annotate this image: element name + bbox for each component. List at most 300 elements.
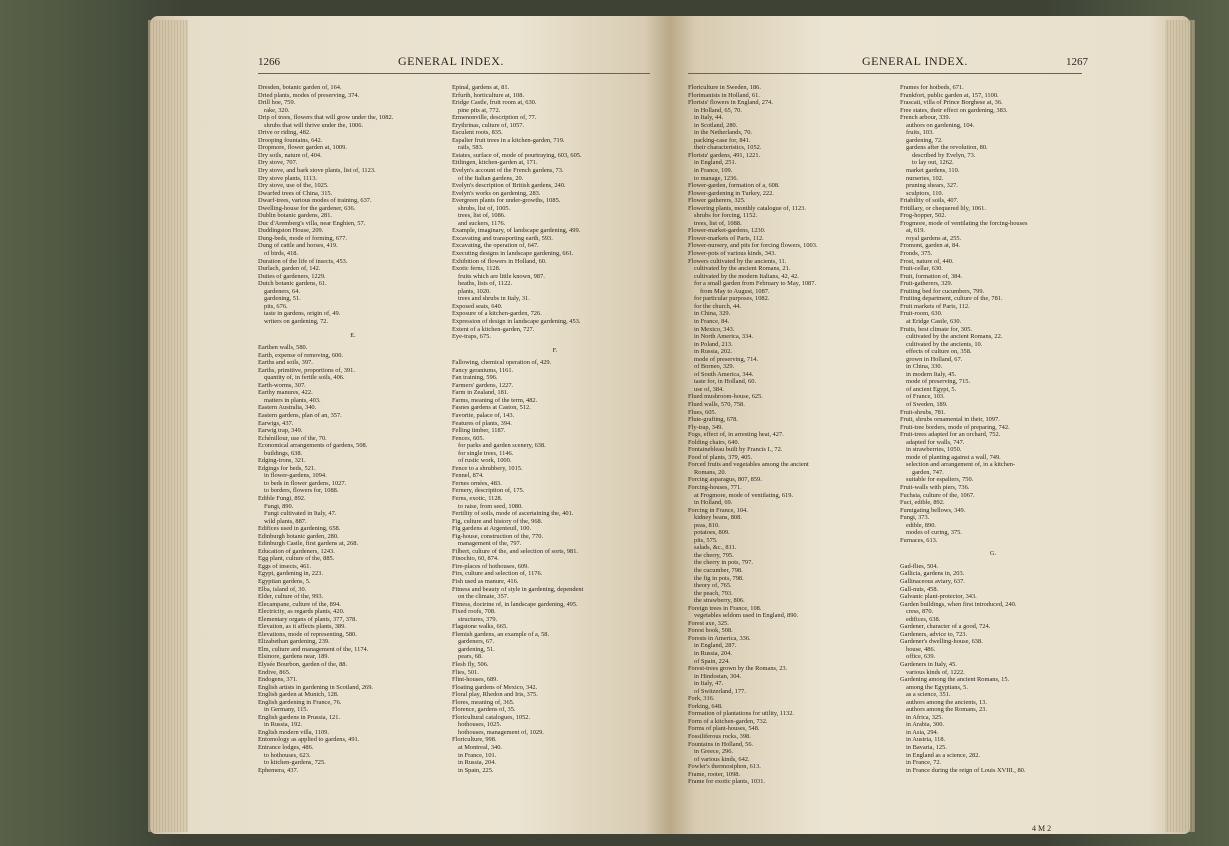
index-entry: Forests in America, 336.: [688, 634, 751, 642]
index-entry: Frankfort, public garden at, 157, 1100.: [900, 91, 999, 99]
index-entry: buildings, 638.: [264, 449, 303, 457]
right-index-column-1: [688, 84, 894, 786]
index-entry: Fountains in Holland, 56.: [688, 740, 754, 748]
index-entry: described by Evelyn, 73.: [912, 151, 976, 159]
index-entry: Erfurth, horticulture at, 108.: [452, 91, 525, 99]
index-entry: in Russia, 202.: [694, 348, 732, 356]
index-entry: packing-case for, 841.: [694, 136, 751, 144]
index-entry: Frost, nature of, 440.: [900, 257, 954, 265]
index-entry: Eastern Australia, 340.: [258, 404, 317, 412]
index-entry: Fontainebleau built by Francis I., 72.: [688, 446, 783, 454]
index-entry: Flower-pots of various kinds, 343.: [688, 250, 776, 258]
index-entry: shrubs, list of, 1005.: [458, 204, 511, 212]
index-entry: Esculent roots, 835.: [452, 129, 503, 137]
index-entry: Dwelling-house for the gardener, 636.: [258, 204, 356, 212]
index-entry: Earthy manures, 422.: [258, 389, 313, 397]
index-entry: English artists in gardening in Scotland, 269.: [258, 683, 374, 691]
index-entry: Dried plants, modes of preserving, 374.: [258, 91, 360, 99]
index-entry: Dry soils, nature of, 404.: [258, 151, 322, 159]
index-entry: of rustic work, 1000.: [458, 457, 512, 465]
section-letter: F.: [552, 346, 558, 354]
index-entry: selection and arrangement of, in a kitchen-: [906, 461, 1016, 469]
index-entry: effects of culture on, 358.: [906, 348, 972, 356]
index-entry: Frascati, villa of Prince Borghese at, 36.: [900, 99, 1003, 107]
index-entry: royal gardens at, 255.: [906, 234, 962, 242]
index-entry: in Italy, 47.: [694, 680, 724, 688]
index-entry: Forest axe, 325.: [688, 619, 729, 627]
index-entry: fruits, 103.: [906, 129, 934, 137]
index-entry: Galvanic plant-protector, 343.: [900, 593, 977, 601]
index-entry: Fly-trap, 349.: [688, 423, 723, 431]
index-entry: Egg plant, culture of the, 885.: [258, 555, 335, 563]
index-entry: Form of a kitchen-garden, 732.: [688, 717, 768, 725]
index-entry: Edible Fungi, 892.: [258, 494, 306, 502]
index-entry: Floriculture in Sweden, 186.: [688, 84, 761, 91]
left-index-column-1: [258, 84, 448, 774]
index-entry: English garden at Munich, 128.: [258, 691, 339, 699]
index-entry: salads, &c., 811.: [694, 544, 737, 552]
index-entry: Floating gardens of Mexico, 342.: [452, 683, 538, 691]
index-entry: pruning shears, 327.: [906, 182, 958, 190]
index-entry: trees and shrubs in Italy, 31.: [458, 295, 530, 303]
index-entry: Earth, expense of removing, 600.: [258, 351, 344, 359]
index-entry: Evergreen plants for under-growths, 1085.: [452, 197, 561, 205]
index-entry: kidney beans, 808.: [694, 514, 742, 522]
index-entry: Free states, their effect on gardening, 383.: [900, 106, 1008, 114]
index-entry: Flies, 501.: [452, 668, 479, 676]
index-entry: in Russia, 192.: [264, 721, 302, 729]
index-entry: gardening, 51.: [458, 645, 495, 653]
index-entry: Elm, culture and management of the, 1174.: [258, 645, 369, 653]
index-entry: Fan training, 596.: [452, 374, 498, 382]
index-entry: Flower-nursery, and pits for forcing flowers, 1003.: [688, 242, 818, 250]
index-entry: the cherry in pots, 797.: [694, 559, 753, 567]
index-entry: Fogs, effect of, in arresting heat, 427.: [688, 431, 784, 439]
index-entry: Formation of plantations for utility, 1132.: [688, 710, 795, 718]
index-entry: Dublin botanic gardens, 281.: [258, 212, 333, 220]
index-entry: Fitness, doctrine of, in landscape gardening, 495.: [452, 600, 578, 608]
index-entry: Dry stove, use of the, 1025.: [258, 182, 329, 190]
index-entry: in China, 329.: [694, 310, 731, 318]
right-page-number: 1267: [1066, 56, 1088, 68]
index-entry: Flowering plants, monthly catalogue of, 1123.: [688, 204, 806, 212]
index-entry: structures, 379.: [458, 615, 498, 623]
index-entry: Farms, meaning of the term, 482.: [452, 396, 538, 404]
index-entry: in Holland, 69.: [694, 499, 733, 507]
index-entry: Fertility of soils, mode of ascertaining the, 401.: [452, 510, 574, 518]
index-entry: Dropmore, flower garden at, 1009.: [258, 144, 347, 152]
index-entry: vegetables seldom used in England, 890.: [694, 612, 799, 620]
index-entry: Eggs of insects, 461.: [258, 562, 312, 570]
index-entry: of birds, 418.: [264, 250, 299, 258]
index-entry: to raise, from seed, 1080.: [458, 502, 523, 510]
index-entry: to kitchen-gardens, 725.: [264, 759, 326, 767]
index-entry: in Germany, 115.: [264, 706, 309, 714]
index-entry: Entrance lodges, 486.: [258, 744, 314, 752]
index-entry: garden, 747.: [912, 468, 944, 476]
index-entry: in Greece, 296.: [694, 748, 734, 756]
index-entry: in strawberries, 1050.: [906, 446, 962, 454]
section-letter: G.: [989, 550, 997, 558]
section-letter: E.: [350, 331, 356, 339]
index-entry: English modern villa, 1109.: [258, 728, 329, 736]
index-entry: Earthen walls, 580.: [258, 344, 308, 352]
index-entry: Finochio, 60, 874.: [452, 555, 499, 563]
index-entry: market gardens, 110.: [906, 167, 960, 175]
index-entry: to manage, 1236.: [694, 174, 739, 182]
index-entry: Flores, meaning of, 365.: [452, 698, 515, 706]
index-entry: for particular purposes, 1082.: [694, 295, 770, 303]
left-page-edges: [148, 20, 188, 832]
index-entry: in France during the reign of Louis XVIII., 80.: [906, 766, 1026, 774]
index-entry: Fruit-shrubs, 781.: [900, 408, 946, 416]
index-entry: Florence, gardens of, 35.: [452, 706, 516, 714]
index-entry: in England as a science, 282.: [906, 751, 981, 759]
index-entry: Exposed seats, 640.: [452, 302, 503, 310]
index-entry: Flower gatherers, 325.: [688, 197, 746, 205]
index-entry: Features of plants, 394.: [452, 419, 512, 427]
index-entry: Fruiting bed for cucumbers, 799.: [900, 287, 985, 295]
index-entry: Frog-hopper, 502.: [900, 212, 947, 220]
index-entry: rake, 320.: [264, 106, 290, 114]
index-entry: gardeners, 64.: [264, 287, 301, 295]
index-entry: Erythrinas, culture of, 1057.: [452, 121, 525, 129]
index-entry: Duc d'Aremberg's villa, near Enghien, 57.: [258, 219, 366, 227]
index-entry: Ferns, exotic, 1128.: [452, 494, 503, 502]
index-entry: Frame, rooter, 1098.: [688, 770, 741, 778]
index-entry: Dry stove plants, 1113.: [258, 174, 317, 182]
index-entry: Firs, culture and selection of, 1176.: [452, 570, 543, 578]
index-entry: in France, 72.: [906, 759, 942, 767]
index-entry: Fruit-cellar, 630.: [900, 265, 943, 273]
index-entry: at Frogmore, mode of ventilating, 619.: [694, 491, 794, 499]
index-entry: of the Italian gardens, 20.: [458, 174, 524, 182]
index-entry: mode of preserving, 714.: [694, 355, 759, 363]
index-entry: Edifices used in gardening, 658.: [258, 525, 341, 533]
index-entry: English gardens in Prussia, 121.: [258, 713, 341, 721]
index-entry: taste for, in Holland, 60.: [694, 378, 757, 386]
spacer: [900, 544, 1086, 546]
index-entry: Duties of gardeners, 1229.: [258, 272, 326, 280]
index-entry: Estates, surface of, mode of pourtraying, 603, 605.: [452, 151, 582, 159]
index-entry: Dry stove, and bark stove plants, list of, 1123.: [258, 167, 376, 175]
index-entry: Fallowing, chemical operation of, 429.: [452, 359, 552, 367]
index-entry: their characteristics, 1052.: [694, 144, 762, 152]
index-entry: Fruit, formation of, 384.: [900, 272, 963, 280]
index-entry: Exposure of a kitchen-garden, 726.: [452, 310, 542, 318]
index-entry: Flagstone walks, 665.: [452, 623, 508, 631]
index-entry: Garden buildings, when first introduced, 240.: [900, 600, 1017, 608]
index-entry: Frame for exotic plants, 1031.: [688, 778, 766, 786]
index-entry: Drip of trees, flowers that will grow under the, 1082.: [258, 114, 394, 122]
index-entry: Executing designs in landscape gardening, 661.: [452, 250, 574, 258]
index-entry: Edinburgh botanic garden, 280.: [258, 532, 339, 540]
index-entry: in Asia, 294.: [906, 728, 939, 736]
index-entry: Dung-beds, mode of forming, 677.: [258, 234, 347, 242]
index-entry: Gardener's dwelling-house, 638.: [900, 638, 983, 646]
index-entry: Fruiting department, culture of the, 781.: [900, 295, 1003, 303]
index-entry: shrubs for forcing, 1152.: [694, 212, 758, 220]
index-entry: peas, 810.: [694, 521, 720, 529]
index-entry: trees, list of, 1088.: [694, 219, 742, 227]
index-entry: mode of preserving, 715.: [906, 378, 971, 386]
index-entry: Fig, culture and history of the, 968.: [452, 517, 543, 525]
index-entry: grown in Holland, 67.: [906, 355, 963, 363]
index-entry: Fernery, description of, 175.: [452, 487, 525, 495]
index-entry: sculptors, 110.: [906, 189, 944, 197]
index-entry: Floral play, Rhedon and Iris, 375.: [452, 691, 538, 699]
index-entry: trees, list of, 1086.: [458, 212, 506, 220]
index-entry: Forcing asparagus, 807, 859.: [688, 476, 762, 484]
index-entry: Fixed roofs, 708.: [452, 608, 496, 616]
signature-mark: 4 M 2: [1032, 824, 1052, 833]
index-entry: Elysée Bourbon, garden of the, 88.: [258, 661, 348, 669]
index-entry: Fruit-gatherers, 329.: [900, 280, 953, 288]
index-entry: Extent of a kitchen-garden, 727.: [452, 325, 535, 333]
index-entry: Drooping fountains, 642.: [258, 136, 323, 144]
index-entry: Forms of plant-houses, 548.: [688, 725, 760, 733]
index-entry: Ettlingen, kitchen-garden at, 171.: [452, 159, 538, 167]
index-entry: in Spain, 225.: [458, 766, 494, 774]
index-entry: gardening, 51.: [264, 295, 301, 303]
index-entry: Duration of the life of insects, 453.: [258, 257, 348, 265]
index-entry: Florists' flowers in England, 274.: [688, 99, 773, 107]
index-entry: Eastern gardens, plan of an, 357.: [258, 411, 342, 419]
index-entry: Furnaces, 613.: [900, 536, 938, 544]
index-entry: in modern Italy, 45.: [906, 370, 957, 378]
left-page-header: GENERAL INDEX.: [398, 54, 504, 68]
index-entry: Dry stove, 707.: [258, 159, 298, 167]
index-entry: Fences, 605.: [452, 434, 485, 442]
index-entry: in Italy, 44.: [694, 114, 724, 122]
index-entry: Gallinaceous aviary, 637.: [900, 578, 965, 585]
index-entry: of Borneo, 329.: [694, 363, 735, 371]
index-entry: Florimanists in Holland, 61.: [688, 91, 760, 99]
index-entry: Elsinore, gardens near, 189.: [258, 653, 330, 661]
index-entry: Fig-house, construction of the, 770.: [452, 532, 544, 540]
index-entry: Folding chairs, 640.: [688, 438, 740, 446]
index-entry: Forking, 648.: [688, 702, 723, 710]
index-entry: in Russia, 204.: [458, 759, 496, 767]
index-entry: edifices, 638.: [906, 615, 941, 623]
index-entry: Elevation, as it affects plants, 389.: [258, 623, 346, 631]
index-entry: Flesh fly, 506.: [452, 661, 489, 669]
index-entry: Epinal, gardens at, 81.: [452, 84, 510, 91]
index-entry: Gardener, character of a good, 724.: [900, 623, 991, 631]
index-entry: Forcing-houses, 771.: [688, 483, 742, 491]
index-entry: English gardening in France, 76.: [258, 698, 342, 706]
index-entry: suitable for espaliers, 750.: [906, 476, 974, 484]
index-entry: authors among the ancients, 13.: [906, 698, 987, 706]
index-entry: taste in gardens, origin of, 49.: [264, 310, 341, 318]
index-entry: authors among the Romans, 23.: [906, 706, 987, 714]
index-entry: Fumigating bellows, 349.: [900, 506, 966, 514]
index-entry: heaths, lists of, 1122.: [458, 280, 513, 288]
index-entry: Gad-flies, 504.: [900, 562, 939, 570]
index-entry: in France, 101.: [458, 751, 497, 759]
index-entry: Elevations, mode of representing, 580.: [258, 630, 357, 638]
index-entry: Fuci, edible, 892.: [900, 499, 945, 507]
index-entry: the cucumber, 798.: [694, 567, 743, 574]
index-entry: in Austria, 118.: [906, 736, 946, 744]
index-entry: for parks and garden scenery, 638.: [458, 442, 546, 450]
index-entry: to lay out, 1262.: [912, 159, 954, 167]
index-entry: Farm in Zealand, 181.: [452, 389, 509, 397]
index-entry: pits, 676.: [264, 302, 288, 310]
index-entry: gardeners, 67.: [458, 638, 495, 646]
index-entry: among the Egyptians, 5.: [906, 683, 968, 691]
index-entry: Fruits, best climate for, 305.: [900, 325, 972, 333]
index-entry: hothouses, 1025.: [458, 721, 502, 729]
index-entry: adapted for walls, 747.: [906, 438, 965, 446]
index-entry: Earwig trap, 349.: [258, 427, 303, 435]
index-entry: Filbert, culture of the, and selection of sorts, 981.: [452, 547, 579, 555]
index-entry: potatoes, 809.: [694, 529, 730, 537]
index-entry: cultivated by the ancient Romans, 22.: [906, 333, 1003, 341]
index-entry: Dwarf-trees, various modes of training, 637.: [258, 197, 372, 205]
index-entry: Floriculture, 998.: [452, 736, 497, 744]
index-entry: of South America, 344.: [694, 370, 754, 378]
index-entry: in Mexico, 343.: [694, 325, 735, 333]
index-entry: Edgings for beds, 521.: [258, 464, 316, 472]
left-header-rule: [258, 73, 650, 74]
index-entry: rails, 583.: [458, 144, 484, 152]
index-entry: theory of, 765.: [694, 582, 732, 590]
index-entry: Flower-markets of Paris, 112.: [688, 234, 764, 242]
index-entry: Fronds, 375.: [900, 250, 933, 258]
index-entry: Duddingston House, 209.: [258, 227, 324, 235]
index-entry: at Eridge Castle, 630.: [906, 317, 962, 325]
index-entry: nurseries, 102.: [906, 174, 944, 182]
index-entry: Forest-trees grown by the Romans, 23.: [688, 665, 788, 673]
index-entry: pine pits at, 772.: [458, 106, 501, 114]
index-entry: in France, 109.: [694, 167, 733, 175]
index-entry: Flute-grafting, 678.: [688, 416, 738, 424]
index-entry: in China, 330.: [906, 363, 943, 371]
index-entry: Entomology as applied to gardens, 491.: [258, 736, 360, 744]
index-entry: at, 619.: [906, 227, 925, 235]
index-entry: Excavating and transporting earth, 593.: [452, 234, 553, 242]
index-entry: Fernes ornées, 483.: [452, 479, 502, 487]
index-entry: Fennel, 874.: [452, 472, 484, 480]
index-entry: Flued mushroom-house, 625.: [688, 393, 763, 401]
index-entry: in Bavaria, 125.: [906, 744, 947, 752]
index-entry: Felling timber, 1187.: [452, 427, 506, 435]
index-entry: Florists' gardens, 491, 1221.: [688, 151, 761, 159]
index-entry: Eridge Castle, fruit room at, 630.: [452, 99, 537, 107]
index-entry: in Russia, 204.: [694, 650, 732, 658]
index-entry: Flower-gardening in Turkey, 222.: [688, 189, 774, 197]
index-entry: gardens after the revolution, 80.: [906, 144, 988, 152]
index-entry: from May to August, 1087.: [700, 287, 770, 295]
index-entry: pits, 575.: [694, 536, 718, 544]
index-entry: Durlach, garden of, 142.: [258, 265, 321, 273]
index-entry: Flower-garden, formation of a, 608.: [688, 182, 780, 190]
index-entry: Fruit-trees adapted for an orchard, 752.: [900, 431, 1001, 439]
index-entry: Gardeners in Italy, 45.: [900, 661, 957, 669]
index-entry: Fruit-room, 630.: [900, 310, 943, 318]
index-entry: Fruit, shrubs ornamental in their, 1097.: [900, 416, 1000, 424]
index-entry: Excavating, the operation of, 647.: [452, 242, 539, 250]
index-entry: to beds in flower gardens, 1027.: [264, 479, 347, 487]
index-entry: Flowers cultivated by the ancients, 11.: [688, 257, 787, 265]
index-entry: Exhibition of flowers in Holland, 60.: [452, 257, 547, 265]
index-entry: of various kinds, 642.: [694, 755, 750, 763]
index-entry: Fork, 316.: [688, 695, 715, 703]
index-entry: Forest book, 508.: [688, 627, 733, 635]
index-entry: Fritillary, or chequered lily, 1061.: [900, 204, 986, 212]
index-entry: Endogens, 371.: [258, 676, 298, 684]
index-entry: Economical arrangements of gardens, 508.: [258, 442, 368, 450]
index-entry: Fasnes gardens at Caston, 512.: [452, 404, 531, 412]
index-entry: Friability of soils, 407.: [900, 197, 959, 205]
index-entry: management of the, 797.: [458, 540, 522, 548]
right-page-edges: [1165, 20, 1195, 832]
spacer: [258, 326, 448, 328]
index-entry: modes of curing, 375.: [906, 529, 962, 537]
index-entry: Eye-traps, 675.: [452, 333, 491, 341]
index-entry: Echénillour, use of the, 70.: [258, 434, 327, 442]
index-entry: to hothouses, 623.: [264, 751, 311, 759]
index-entry: Egypt, gardening in, 223.: [258, 570, 323, 578]
index-entry: in North America, 334.: [694, 333, 754, 341]
index-entry: pears, 68.: [458, 653, 483, 661]
index-entry: cultivated by the ancient Romans, 21.: [694, 265, 791, 273]
index-entry: Foreign trees in France, 108.: [688, 604, 762, 612]
index-entry: Endive, 865.: [258, 668, 291, 676]
index-entry: of France, 103.: [906, 393, 945, 401]
index-entry: Earths, primitive, proportions of, 391.: [258, 366, 355, 374]
index-entry: Electricity, as regards plants, 420.: [258, 608, 345, 616]
right-header-rule: [688, 73, 1082, 74]
index-entry: Flower-market-gardens, 1230.: [688, 227, 766, 235]
index-entry: Elba, island of, 30.: [258, 585, 307, 593]
index-entry: authors on gardening, 104.: [906, 121, 975, 129]
index-entry: Evelyn's account of the French gardens, 73.: [452, 167, 564, 175]
index-entry: mode of planting against a wall, 749.: [906, 453, 1001, 461]
index-entry: matters in plants, 403.: [264, 396, 321, 404]
index-entry: Frogmore, mode of ventilating the forcing-houses: [900, 219, 1028, 227]
index-entry: to borders, flowers for, 1088.: [264, 487, 339, 495]
index-entry: various kinds of, 1222.: [906, 668, 965, 676]
index-entry: the cherry, 795.: [694, 551, 734, 559]
index-entry: as a science, 351.: [906, 691, 951, 699]
index-entry: in Poland, 213.: [694, 340, 733, 348]
index-entry: Drill hoe, 759.: [258, 99, 296, 107]
index-entry: cultivated by the modern Italians, 42, 42.: [694, 272, 799, 280]
index-entry: office, 639.: [906, 653, 936, 661]
index-entry: Earth-worms, 307.: [258, 381, 306, 389]
index-entry: Dung of cattle and horses, 419.: [258, 242, 338, 250]
index-entry: the fig in pots, 798.: [694, 574, 744, 582]
left-index-column-2: [452, 84, 658, 774]
index-entry: Edinburgh Castle, first gardens at, 268.: [258, 540, 358, 548]
index-entry: Earwigs, 437.: [258, 419, 294, 427]
index-entry: Fig gardens at Argenteuil, 100.: [452, 525, 532, 533]
index-entry: Dwarfed trees of China, 315.: [258, 189, 333, 197]
index-entry: Fancy geraniums, 1161.: [452, 366, 514, 374]
index-entry: of ancient Egypt, 5.: [906, 385, 957, 393]
index-entry: Frames for hotbeds, 671.: [900, 84, 964, 91]
index-entry: Farmers' gardens, 1227.: [452, 381, 514, 389]
index-entry: Earths and soils, 397.: [258, 359, 313, 367]
index-entry: shrubs that will thrive under the, 1006.: [264, 121, 364, 129]
index-entry: in Hindostan, 304.: [694, 672, 742, 680]
index-entry: Elementary organs of plants, 377, 378.: [258, 615, 357, 623]
index-entry: Fish used as manure, 416.: [452, 578, 519, 585]
index-entry: Dutch botanic gardens, 61.: [258, 280, 327, 288]
index-entry: Expression of design in landscape gardening, 453.: [452, 317, 581, 325]
